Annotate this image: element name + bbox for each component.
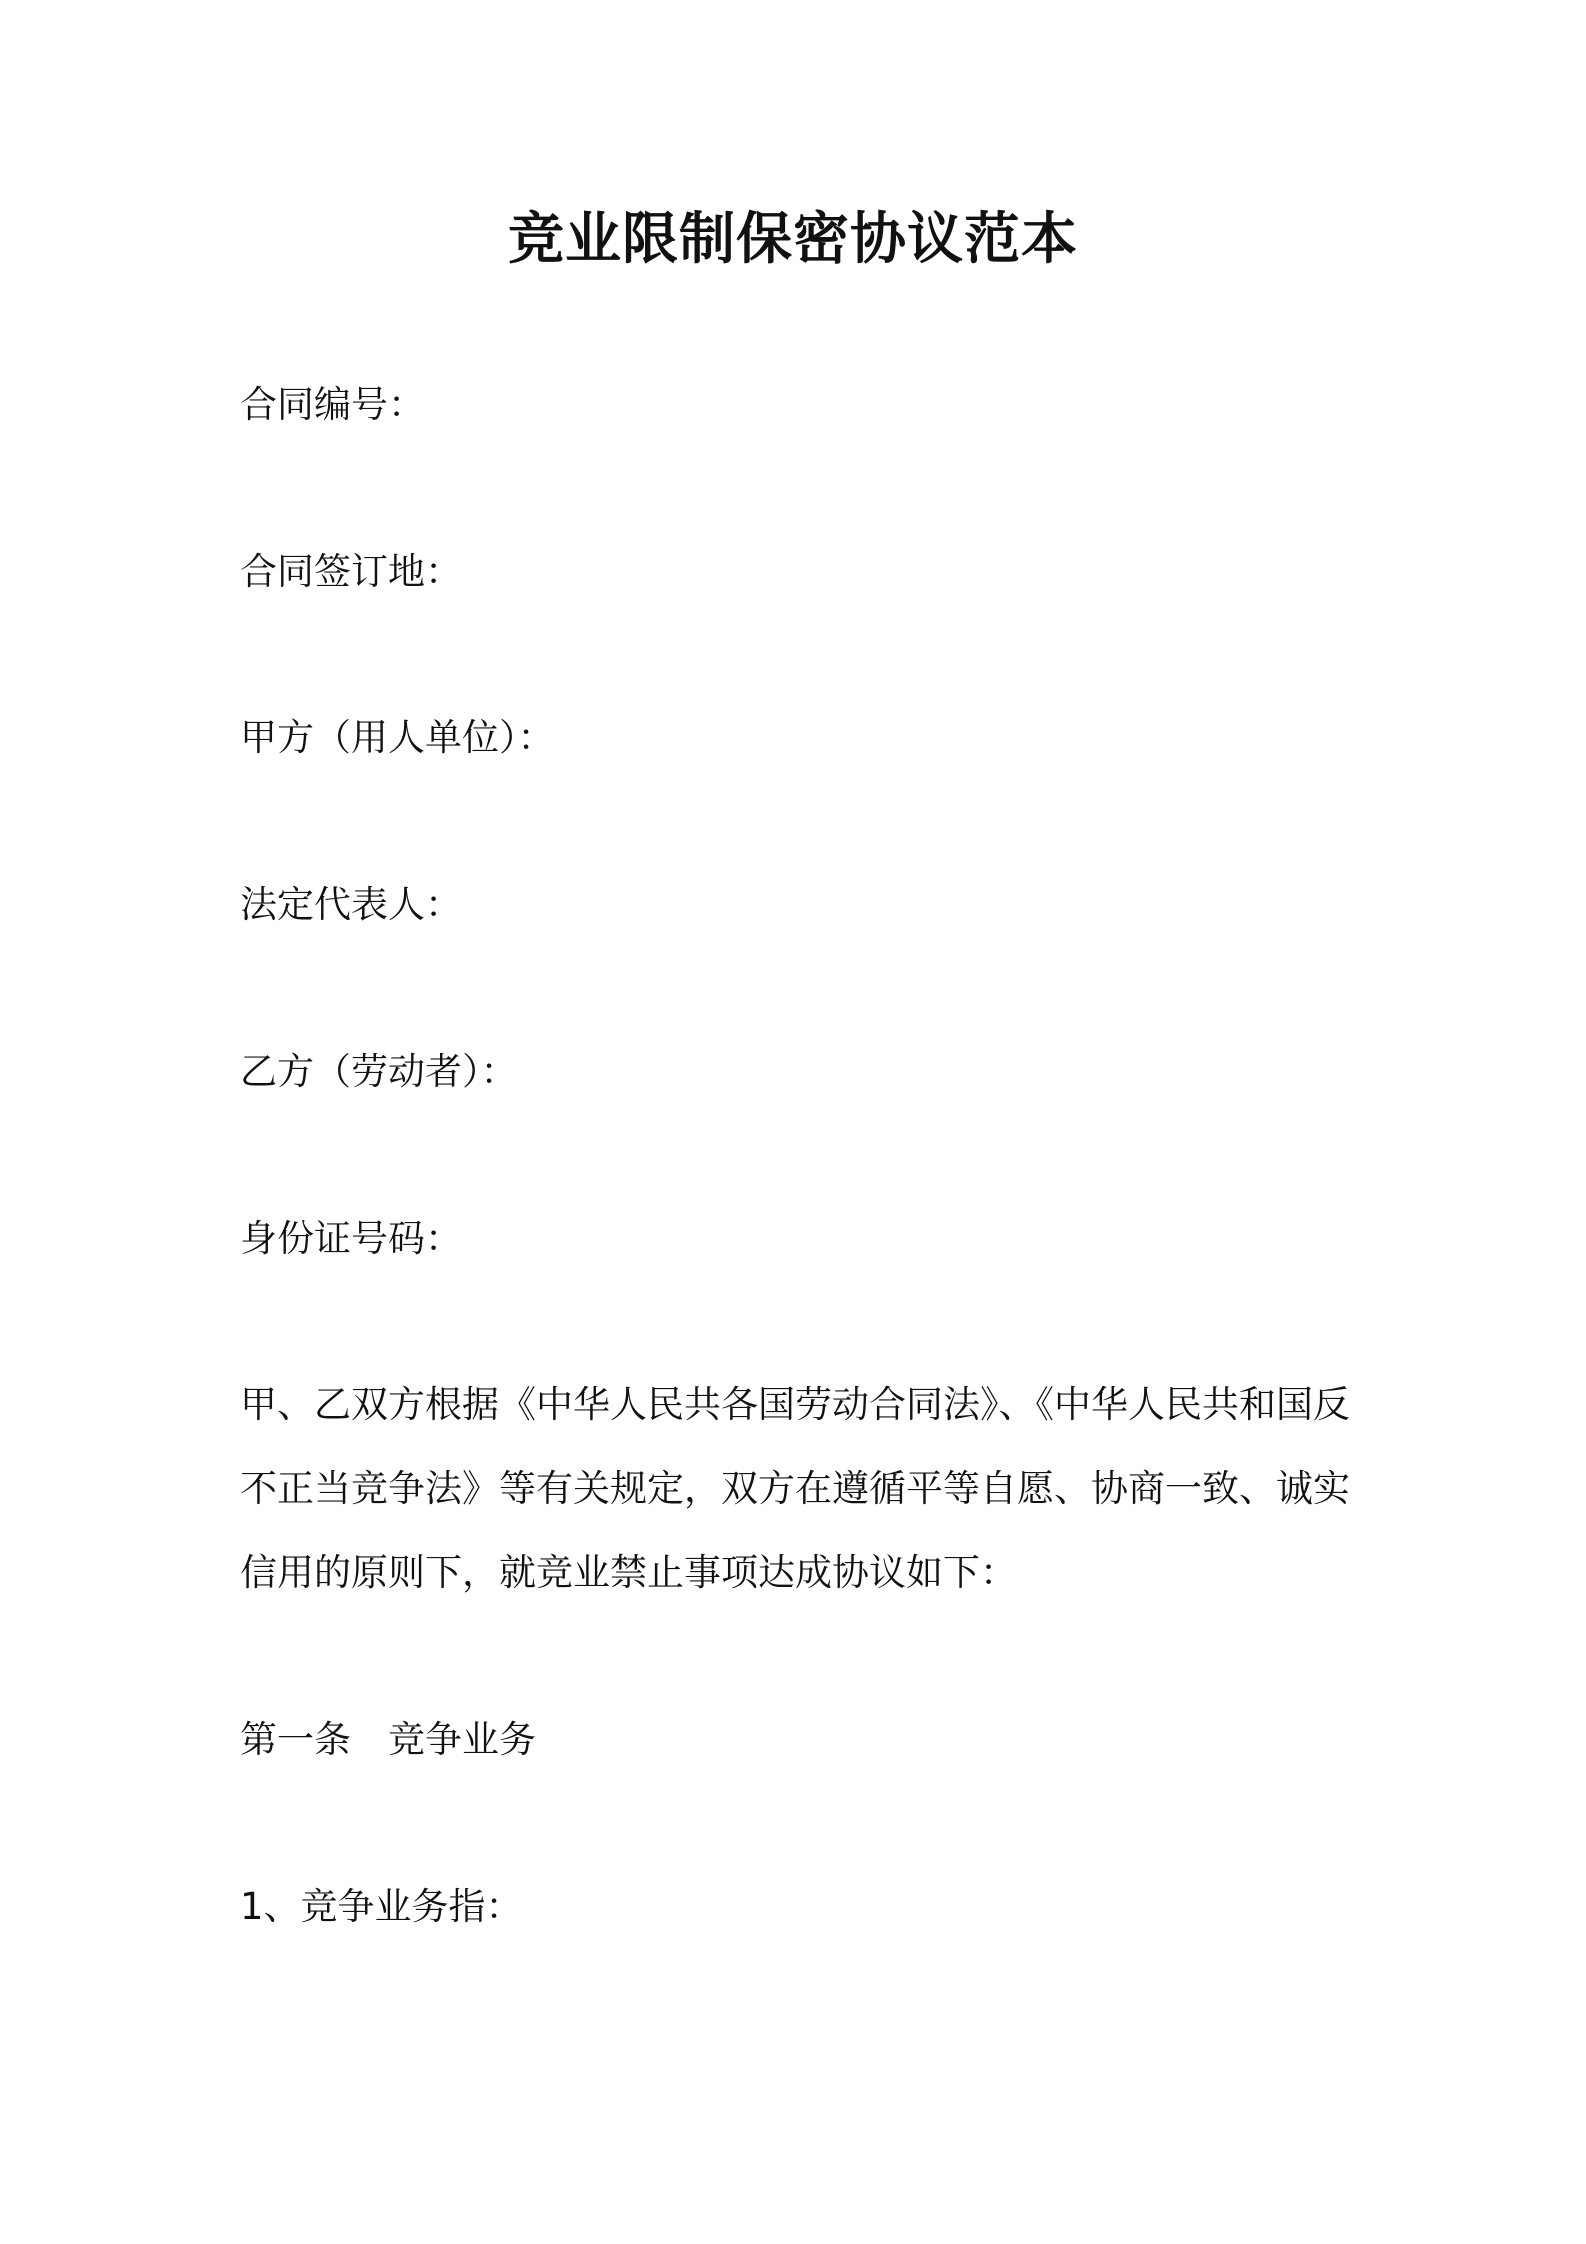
article-1-heading: 第一条 竞争业务 <box>240 1718 536 1761</box>
document-title: 竞业限制保密协议范本 <box>508 207 1078 272</box>
article-1-item-1: 1、竞争业务指： <box>240 1885 523 1928</box>
contract-number-field: 合同编号： <box>240 383 425 426</box>
id-number-field: 身份证号码： <box>240 1217 462 1260</box>
intro-line: 不正当竞争法》等有关规定，双方在遵循平等自愿、协商一致、诚实 <box>240 1467 1350 1510</box>
intro-line: 甲、乙双方根据《中华人民共各国劳动合同法》、《中华人民共和国反 <box>240 1383 1350 1426</box>
intro-paragraph <box>240 1363 1360 1615</box>
party-b-field: 乙方（劳动者）： <box>240 1050 518 1093</box>
contract-signing-place-field: 合同签订地： <box>240 550 462 593</box>
intro-line: 信用的原则下，就竞业禁止事项达成协议如下： <box>240 1551 1017 1594</box>
legal-representative-field: 法定代表人： <box>240 883 462 926</box>
party-a-field: 甲方（用人单位）： <box>240 716 555 759</box>
